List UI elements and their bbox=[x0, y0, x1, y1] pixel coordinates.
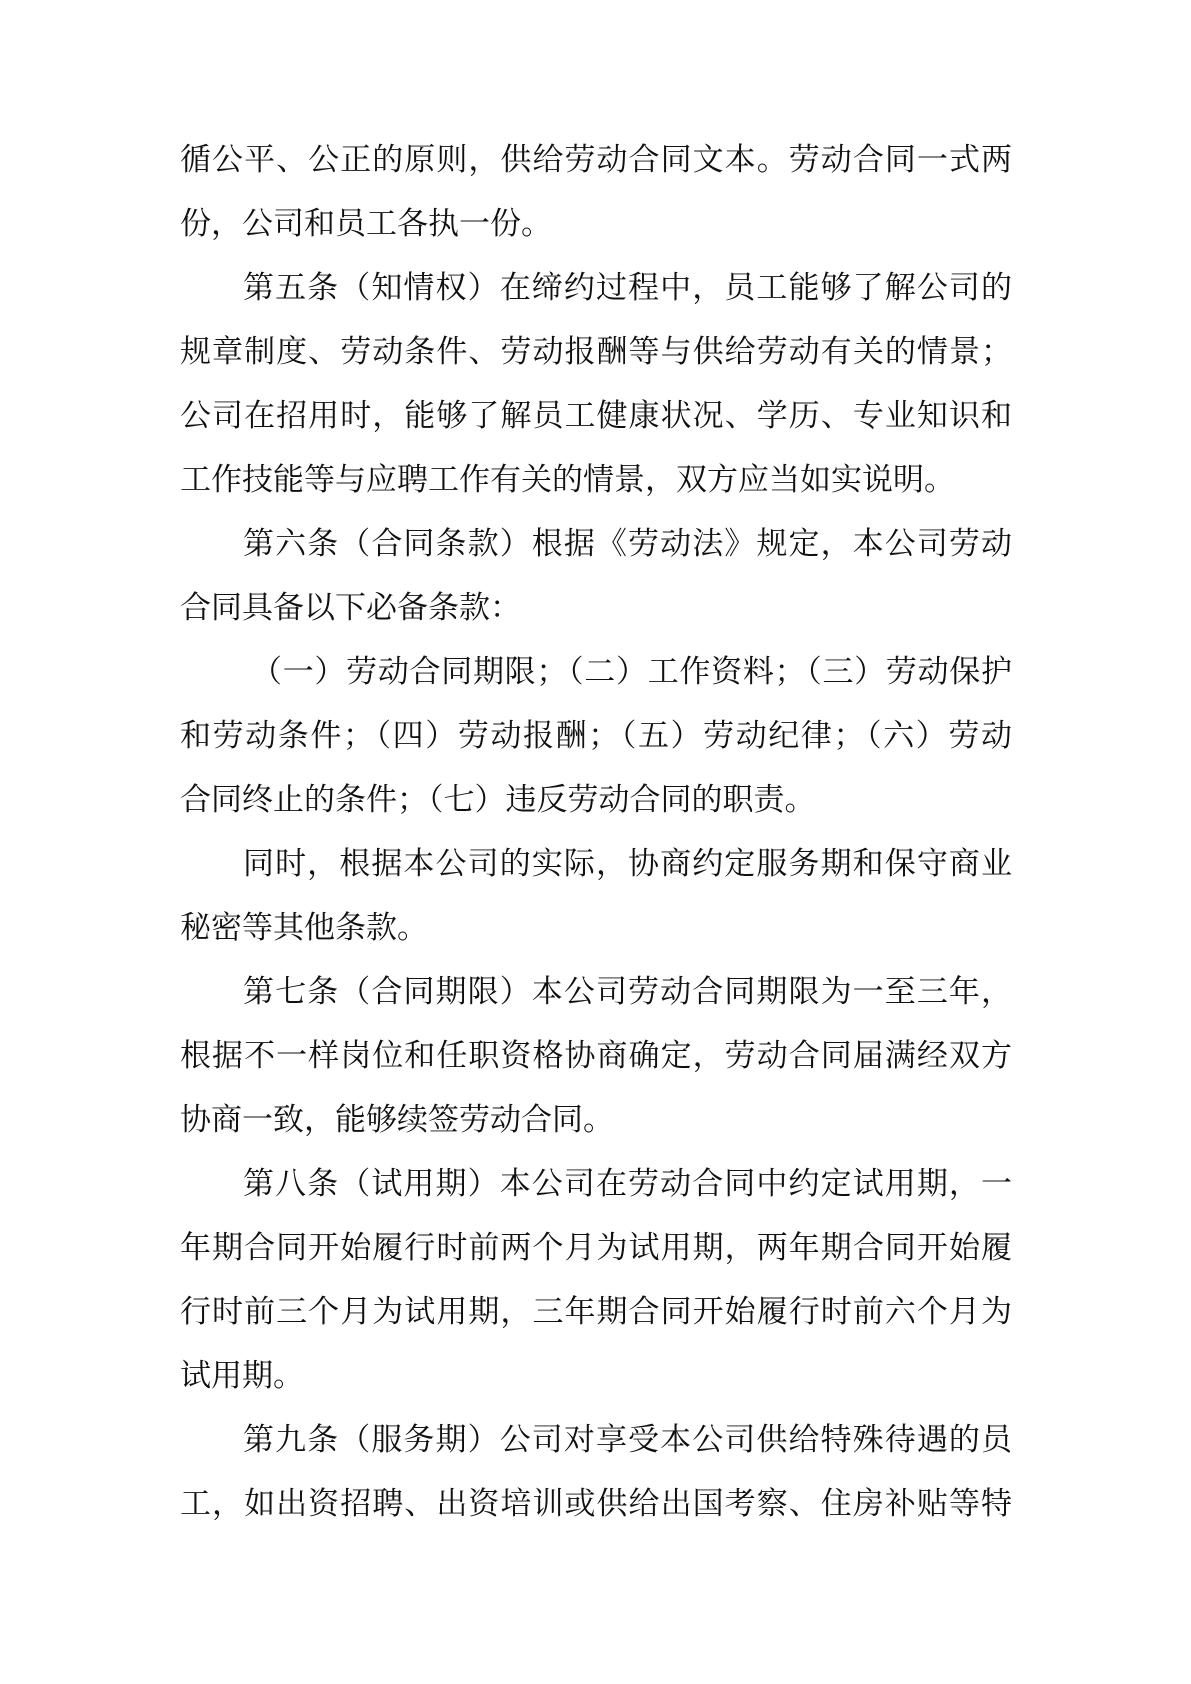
text-line: （一）劳动合同期限；（二）工作资料；（三）劳动保护 bbox=[251, 654, 1012, 690]
text-line: 第五条（知情权）在缔约过程中，员工能够了解公司的 bbox=[243, 270, 1012, 306]
text-line: 工作技能等与应聘工作有关的情景，双方应当如实说明。 bbox=[180, 462, 955, 498]
text-line: 合同具备以下必备条款： bbox=[180, 590, 521, 626]
text-line: 试用期。 bbox=[180, 1358, 304, 1394]
text-line: 第七条（合同期限）本公司劳动合同期限为一至三年， bbox=[243, 974, 1012, 1010]
text-line: 和劳动条件；（四）劳动报酬；（五）劳动纪律；（六）劳动 bbox=[180, 718, 1012, 754]
document-page bbox=[180, 128, 1012, 1536]
text-line: 循公平、公正的原则，供给劳动合同文本。劳动合同一式两 bbox=[180, 142, 1012, 178]
text-line: 规章制度、劳动条件、劳动报酬等与供给劳动有关的情景； bbox=[180, 334, 1012, 370]
text-line: 合同终止的条件；（七）违反劳动合同的职责。 bbox=[180, 782, 816, 818]
text-line: 公司在招用时，能够了解员工健康状况、学历、专业知识和 bbox=[180, 398, 1012, 434]
text-line: 第八条（试用期）本公司在劳动合同中约定试用期，一 bbox=[243, 1166, 1012, 1202]
text-line: 年期合同开始履行时前两个月为试用期，两年期合同开始履 bbox=[180, 1230, 1012, 1266]
text-line: 第六条（合同条款）根据《劳动法》规定，本公司劳动 bbox=[243, 526, 1012, 562]
text-line: 行时前三个月为试用期，三年期合同开始履行时前六个月为 bbox=[180, 1294, 1012, 1330]
text-line: 同时，根据本公司的实际，协商约定服务期和保守商业 bbox=[243, 846, 1012, 882]
text-line: 份，公司和员工各执一份。 bbox=[180, 206, 552, 242]
text-line: 根据不一样岗位和任职资格协商确定，劳动合同届满经双方 bbox=[180, 1038, 1012, 1074]
text-line: 第九条（服务期）公司对享受本公司供给特殊待遇的员 bbox=[243, 1422, 1012, 1458]
text-line: 工，如出资招聘、出资培训或供给出国考察、住房补贴等特 bbox=[180, 1486, 1012, 1522]
text-line: 协商一致，能够续签劳动合同。 bbox=[180, 1102, 614, 1138]
text-line: 秘密等其他条款。 bbox=[180, 910, 428, 946]
